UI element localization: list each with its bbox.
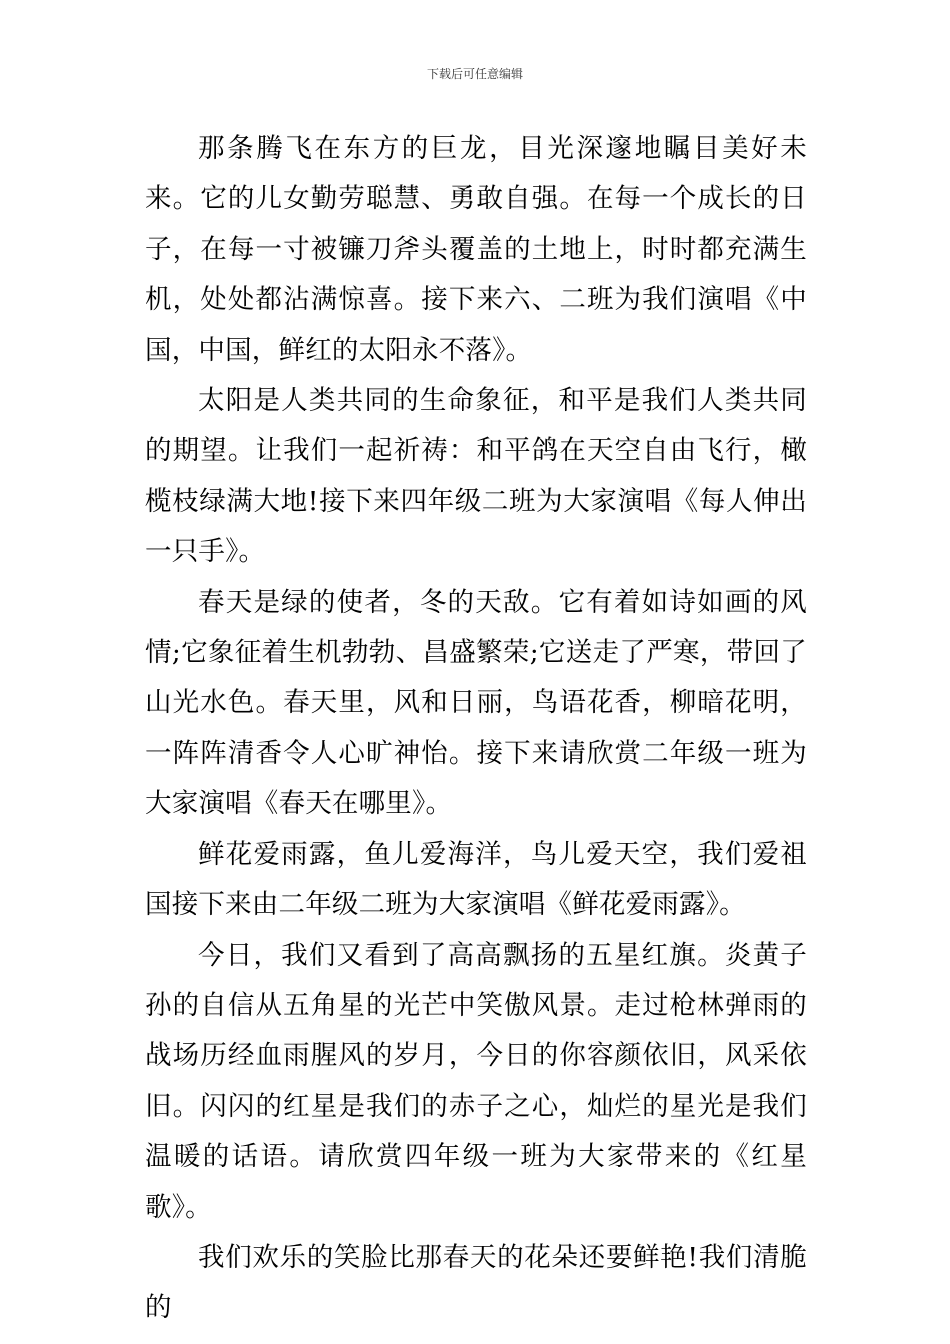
header-note: 下载后可任意编辑	[426, 67, 523, 81]
paragraph-1: 那条腾飞在东方的巨龙，目光深邃地瞩目美好未来。它的儿女勤劳聪慧、勇敢自强。在每一个成长的日子，在每一寸被镰刀斧头覆盖的土地上，时时都充满生机，处处都沾满惊喜。接下来六、二班为我们演唱《中国，中国，鲜红的太阳永不落》。	[145, 133, 807, 366]
document-body	[145, 124, 807, 1334]
paragraph-6: 我们欢乐的笑脸比那春天的花朵还要鲜艳!我们清脆的	[145, 1241, 807, 1324]
paragraph-2: 太阳是人类共同的生命象征，和平是我们人类共同的期望。让我们一起祈祷：和平鸽在天空自由飞行，橄榄枝绿满大地!接下来四年级二班为大家演唱《每人伸出一只手》。	[145, 385, 807, 568]
paragraph-4: 鲜花爱雨露，鱼儿爱海洋，鸟儿爱天空，我们爱祖国接下来由二年级二班为大家演唱《鲜花爱雨露》。	[145, 838, 807, 921]
paragraph-3: 春天是绿的使者，冬的天敌。它有着如诗如画的风情;它象征着生机勃勃、昌盛繁荣;它送走了严寒，带回了山光水色。春天里，风和日丽，鸟语花香，柳暗花明，一阵阵清香令人心旷神怡。接下来请欣赏二年级一班为大家演唱《春天在哪里》。	[145, 586, 807, 820]
paragraph-5: 今日，我们又看到了高高飘扬的五星红旗。炎黄子孙的自信从五角星的光芒中笑傲风景。走过枪林弹雨的战场历经血雨腥风的岁月，今日的你容颜依旧，风采依旧。闪闪的红星是我们的赤子之心，灿烂的星光是我们温暖的话语。请欣赏四年级一班为大家带来的《红星歌》。	[145, 939, 807, 1223]
